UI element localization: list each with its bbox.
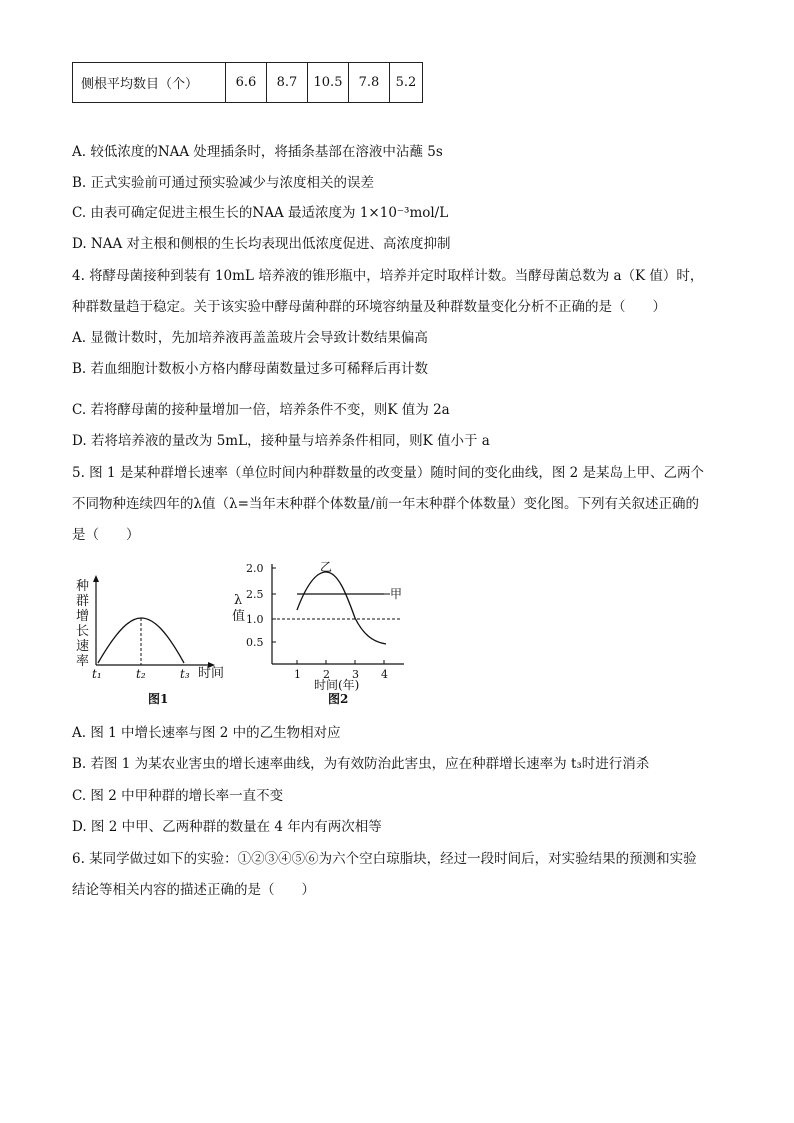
q4-option-a: A. 显微计数时，先加培养液再盖盖玻片会导致计数结果偏高 bbox=[72, 330, 428, 346]
table-row bbox=[73, 63, 423, 103]
q4-stem-line2: 种群数量趋于稳定。关于该实验中酵母菌种群的环境容纳量及种群数量变化分析不正确的是（ ） bbox=[72, 299, 666, 315]
fig2-ytick: 2.0 bbox=[246, 562, 264, 575]
table-row-label: 侧根平均数目（个） bbox=[73, 63, 226, 103]
q5-option-c: C. 图 2 中甲种群的增长率一直不变 bbox=[72, 788, 284, 804]
fig2-ylabel-zhi: 值 bbox=[232, 609, 246, 624]
q3-option-a: A. 较低浓度的NAA 处理插条时，将插条基部在溶液中沾蘸 5s bbox=[72, 144, 443, 160]
q3-option-c: C. 由表可确定促进主根生长的NAA 最适浓度为 1×10⁻³mol/L bbox=[72, 205, 449, 221]
fig2-ytick: 1.0 bbox=[246, 613, 264, 626]
fig1-tick-t2: t₂ bbox=[136, 667, 146, 681]
fig2-ytick: 0.5 bbox=[246, 636, 264, 649]
table-cell: 10.5 bbox=[308, 63, 349, 103]
fig2-label-jia: 甲 bbox=[390, 587, 403, 601]
q4-option-b: B. 若血细胞计数板小方格内酵母菌数量过多可稀释后再计数 bbox=[72, 361, 429, 377]
fig1-y-arrow bbox=[93, 575, 99, 582]
q5-stem-line3: 是（ ） bbox=[72, 527, 140, 543]
fig2-ylabel-lambda: λ bbox=[234, 593, 243, 608]
fig1-ylabel: 种群增长速率 bbox=[76, 579, 90, 669]
q3-option-d: D. NAA 对主根和侧根的生长均表现出低浓度促进、高浓度抑制 bbox=[72, 236, 451, 252]
table-cell: 7.8 bbox=[349, 63, 390, 103]
fig2-xtick: 1 bbox=[294, 668, 301, 681]
q5-option-d: D. 图 2 中甲、乙两种群的数量在 4 年内有两次相等 bbox=[72, 819, 382, 835]
q5-option-b: B. 若图 1 为某农业害虫的增长速率曲线，为有效防治此害虫，应在种群增长速率为 t₃时进行消杀 bbox=[72, 756, 650, 772]
q3-option-b: B. 正式实验前可通过预实验减少与浓度相关的误差 bbox=[72, 175, 375, 191]
q4-option-d: D. 若将培养液的量改为 5mL，接种量与培养条件相同，则K 值小于 a bbox=[72, 433, 490, 449]
q6-stem-line1: 6. 某同学做过如下的实验：①②③④⑤⑥为六个空白琼脂块，经过一段时间后，对实验结果的预测和实验 bbox=[72, 851, 697, 867]
table-cell: 6.6 bbox=[226, 63, 267, 103]
fig2-xtick: 2 bbox=[323, 668, 330, 681]
figure-2 bbox=[228, 558, 413, 708]
q5-option-a: A. 图 1 中增长速率与图 2 中的乙生物相对应 bbox=[72, 725, 341, 741]
fig2-series-yi bbox=[297, 572, 386, 644]
fig1-tick-t1: t₁ bbox=[92, 667, 102, 681]
table-cell: 8.7 bbox=[267, 63, 308, 103]
fig2-xtick: 4 bbox=[381, 668, 388, 681]
data-table bbox=[72, 62, 423, 103]
q5-stem-line2: 不同物种连续四年的λ值（λ=当年末种群个体数量/前一年末种群个体数量）变化图。下列有关叙述正确的 bbox=[72, 496, 699, 512]
fig2-label-yi: 乙 bbox=[320, 560, 333, 574]
fig2-xlabel: 时间(年) bbox=[314, 678, 360, 692]
q5-stem-line1: 5. 图 1 是某种群增长速率（单位时间内种群数量的改变量）随时间的变化曲线，图 2 是某岛上甲、乙两个 bbox=[72, 465, 705, 481]
q4-stem-line1: 4. 将酵母菌接种到装有 10mL 培养液的锥形瓶中，培养并定时取样计数。当酵母菌总数为 a（K 值）时， bbox=[72, 268, 704, 284]
fig2-caption: 图2 bbox=[328, 692, 349, 706]
q6-stem-line2: 结论等相关内容的描述正确的是（ ） bbox=[72, 882, 315, 898]
fig1-xlabel: 时间 bbox=[198, 666, 225, 681]
table-cell: 5.2 bbox=[390, 63, 423, 103]
fig2-ytick: 2.5 bbox=[246, 588, 264, 601]
fig1-caption: 图1 bbox=[148, 692, 169, 706]
figure-1 bbox=[72, 570, 232, 710]
fig1-tick-t3: t₃ bbox=[180, 667, 190, 681]
q4-option-c: C. 若将酵母菌的接种量增加一倍，培养条件不变，则K 值为 2a bbox=[72, 402, 450, 418]
fig2-xtick: 3 bbox=[352, 668, 359, 681]
